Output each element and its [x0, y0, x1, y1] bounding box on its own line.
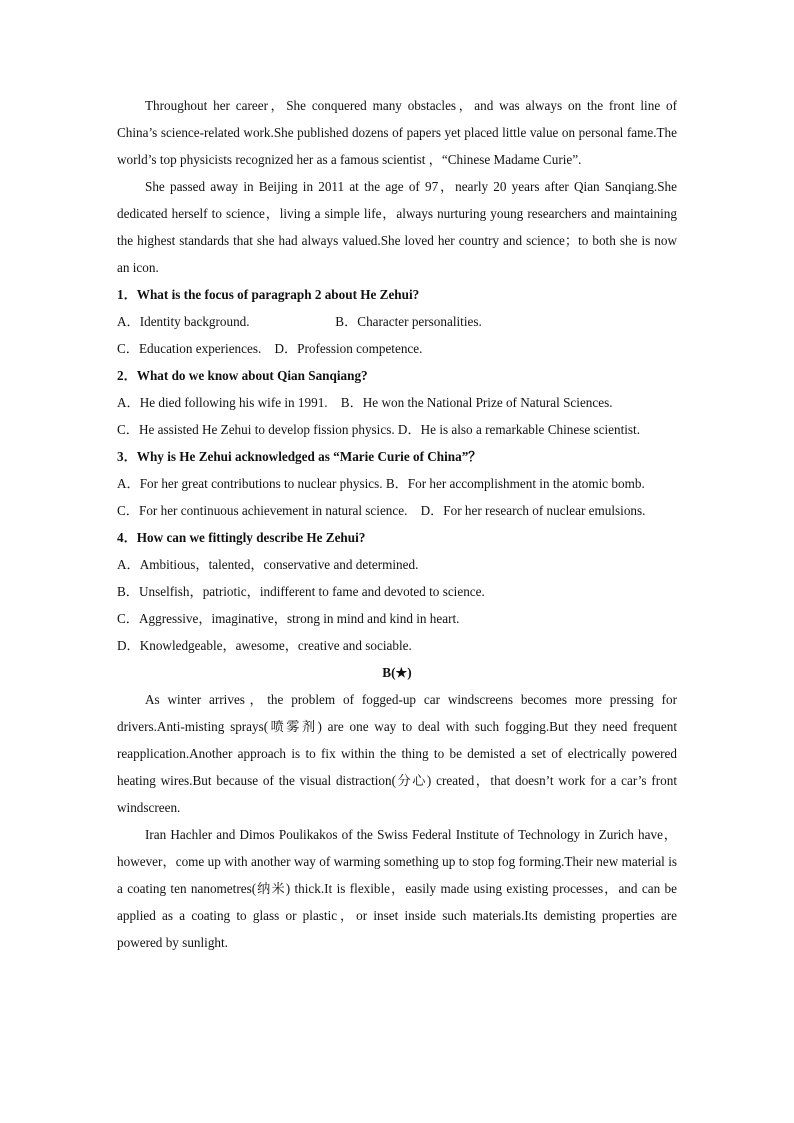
question-2	[117, 362, 677, 443]
section-b-paragraph-2: Iran Hachler and Dimos Poulikakos of the Swiss Federal Institute of Technology in Zurich have，however，come up with another way of warming something up to stop fog forming.Their new material is a coating ten nanometres(纳米) thick.It is flexible，easily made using existing processes，and can be applied as a coating to glass or plastic，or inset inside such materials.Its demisting properties are powered by sunlight.	[117, 827, 677, 950]
option-line: B．Unselfish，patriotic，indifferent to fame and devoted to science.	[117, 584, 485, 599]
passage-a-paragraph-2: She passed away in Beijing in 2011 at the age of 97，nearly 20 years after Qian Sanqiang.She dedicated herself to science，living a simple life，always nurturing young researchers and maintaining the highest standards that she had always valued.She loved her country and science；to both she is now an icon.	[117, 179, 677, 275]
question-stem: 2．What do we know about Qian Sanqiang?	[117, 368, 368, 383]
question-3	[117, 443, 677, 524]
option-line: C．Education experiences. D．Profession competence.	[117, 341, 423, 356]
option-line: C．For her continuous achievement in natural science. D．For her research of nuclear emulsions.	[117, 503, 646, 518]
question-stem: 4．How can we fittingly describe He Zehui?	[117, 530, 366, 545]
section-b-paragraph-1: As winter arrives，the problem of fogged-up car windscreens becomes more pressing for drivers.Anti-misting sprays(喷雾剂) are one way to deal with such fogging.But they need frequent reapplication.Another approach is to fix within the thing to be demisted a set of electrically powered heating wires.But because of the visual distraction(分心) created，that doesn’t work for a car’s front windscreen.	[117, 692, 677, 815]
passage-a-paragraph-1: Throughout her career，She conquered many obstacles，and was always on the front line of China’s science-related work.She published dozens of papers yet placed little value on personal fame.The world’s top physicists recognized her as a famous scientist ，“Chinese Madame Curie”.	[117, 98, 677, 167]
question-1	[117, 281, 677, 362]
option-line: A．He died following his wife in 1991. B．He won the National Prize of Natural Sciences.	[117, 395, 613, 410]
option-line: C．Aggressive，imaginative，strong in mind and kind in heart.	[117, 611, 460, 626]
option-line: A．For her great contributions to nuclear physics. B．For her accomplishment in the atomic bomb.	[117, 476, 645, 491]
page-content	[117, 92, 677, 956]
section-b-heading: B(★)	[382, 665, 412, 680]
option-line: A．Ambitious，talented，conservative and determined.	[117, 557, 419, 572]
option-line: D．Knowledgeable，awesome，creative and sociable.	[117, 638, 412, 653]
question-stem: 1．What is the focus of paragraph 2 about He Zehui?	[117, 287, 420, 302]
question-4	[117, 524, 677, 659]
option-line: A．Identity background. B．Character personalities.	[117, 314, 482, 329]
question-stem: 3．Why is He Zehui acknowledged as “Marie Curie of China”？	[117, 449, 482, 464]
option-line: C．He assisted He Zehui to develop fission physics. D．He is also a remarkable Chinese scientist.	[117, 422, 640, 437]
